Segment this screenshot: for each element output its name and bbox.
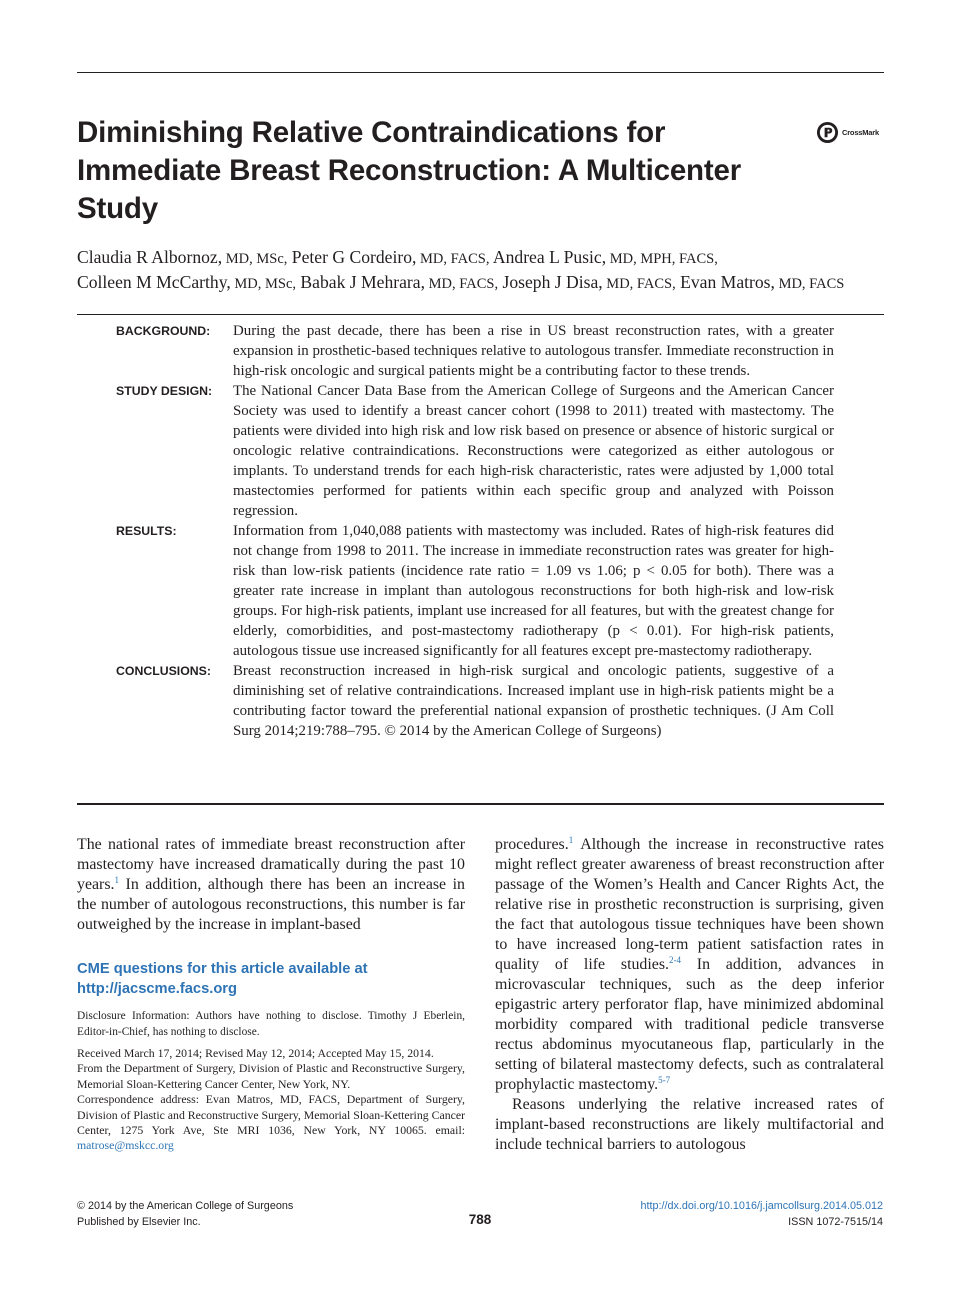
author-name: Claudia R Albornoz, (77, 247, 223, 267)
abstract-label: RESULTS: (116, 524, 177, 538)
top-rule (77, 72, 884, 73)
footer-right (641, 1199, 884, 1230)
author-name: Andrea L Pusic, (489, 247, 607, 267)
author-name: Evan Matros, (675, 272, 775, 292)
author-degrees: MD, MSc, (230, 276, 297, 292)
abstract-label: CONCLUSIONS: (116, 664, 211, 678)
author-degrees: MD, FACS, (602, 276, 676, 292)
publisher: Published by Elsevier Inc. (77, 1215, 201, 1228)
crossmark-badge[interactable] (816, 121, 879, 144)
author-degrees: MD, FACS, (425, 276, 499, 292)
reference-link[interactable]: 1 (568, 835, 574, 845)
body-text: In addition, advances in microvascular techniques, such as the deep inferior epigastric artery perforator flap, have minimized abdominal morbidity compared with traditional pedicle transverse rectus abdominus myocutaneous flap, particularly in the setting of bilateral mastectomy defects, such as contralateral prophylactic mastectomy. (495, 956, 884, 1093)
crossmark-label: CrossMark (842, 128, 879, 137)
abstract (116, 321, 834, 741)
abstract-text: The National Cancer Data Base from the American College of Surgeons and the American Cancer Society was used to identify a breast cancer cohort (1998 to 2011) treated with mastectomy. The patients were divided into high risk and low risk based on presence or absence of historic surgical or oncologic relative contraindications. Reconstructions were categorized as either autologous or implants. To understand trends for each high-risk characteristic, rates were adjusted by 1,000 total mastectomies performed for patients within each specific group and analyzed with Poisson regression. (233, 383, 834, 519)
correspondence (77, 1092, 465, 1154)
author-name: Joseph J Disa, (498, 272, 603, 292)
abstract-label: BACKGROUND: (116, 324, 211, 338)
cme-text: CME questions for this article available at (77, 961, 368, 977)
body-text: The national rates of immediate breast reconstruction after mastectomy have increased dramatically during the past 10 years. (77, 836, 465, 893)
abstract-top-rule (77, 314, 884, 315)
abstract-label: STUDY DESIGN: (116, 384, 213, 398)
cme-notice[interactable] (77, 959, 465, 999)
author-name: Peter G Cordeiro, (287, 247, 417, 267)
received-dates: Received March 17, 2014; Revised May 12, 2014; Accepted May 15, 2014. (77, 1046, 434, 1060)
body-paragraph: Reasons underlying the relative increased rates of implant-based reconstructions are likely multifactorial and include technical barriers to autologous (495, 1096, 884, 1153)
author-name: Babak J Mehrara, (296, 272, 426, 292)
reference-link[interactable]: 5-7 (658, 1075, 671, 1085)
author-line-2 (77, 271, 887, 296)
correspondence-text: Correspondence address: Evan Matros, MD, FACS, Department of Surgery, Division of Plastic and Reconstructive Surgery, Memorial Sloan-Kettering Cancer Center, 1275 York Ave, Ste MRI 1036, New York, NY 10065. email: (77, 1092, 465, 1138)
author-degrees: MD, FACS (774, 276, 845, 292)
reference-link[interactable]: 1 (114, 875, 119, 885)
disclosure-info: Disclosure Information: Authors have nothing to disclose. Timothy J Eberlein, Editor-in-Chief, has nothing to disclose. (77, 1010, 465, 1038)
body-paragraph (77, 835, 465, 935)
abstract-conclusions (116, 661, 834, 741)
author-line-1 (77, 246, 887, 271)
article-title: Diminishing Relative Contraindications for Immediate Breast Reconstruction: A Multicenter Study (77, 116, 741, 225)
abstract-text: Information from 1,040,088 patients with mastectomy was included. Rates of high-risk features did not change from 1998 to 2011. The increase in immediate reconstruction rates was greater for high-risk than low-risk patients (incidence rate ratio = 1.09 vs 1.06; p < 0.05 for both). There was a greater rate increase in implant than autologous reconstructions for both high-risk and low-risk groups. For high-risk patients, implant use increased for all features, but with the greatest change for elderly, comorbidities, and post-mastectomy radiotherapy (p < 0.01). For high-risk patients, autologous tissue use increased significantly for all features except pre-mastectomy radiotherapy. (233, 523, 834, 659)
author-name: Colleen M McCarthy, (77, 272, 231, 292)
author-list (77, 246, 887, 296)
body-text: In addition, although there has been an increase in the number of autologous reconstructions, this number is far outweighed by the increase in implant-based (77, 876, 465, 933)
email-link[interactable]: matrose@mskcc.org (77, 1138, 174, 1153)
crossmark-icon (816, 121, 839, 144)
author-degrees: MD, FACS, (416, 251, 490, 267)
body-paragraph (495, 835, 884, 1095)
abstract-bottom-rule (77, 803, 884, 805)
author-degrees: MD, MPH, FACS, (606, 251, 718, 267)
author-degrees: MD, MSc, (222, 251, 288, 267)
abstract-text: During the past decade, there has been a rise in US breast reconstruction rates, with a greater expansion in prosthetic-based techniques relative to autologous transfer. Immediate reconstruction in high-risk oncologic and surgical patients might be a contributing factor to these trends. (233, 323, 834, 379)
abstract-background (116, 321, 834, 381)
page-number: 788 (468, 1212, 492, 1227)
issn: ISSN 1072-7515/14 (788, 1215, 883, 1228)
affiliation: From the Department of Surgery, Division of Plastic and Reconstructive Surgery, Memorial Sloan-Kettering Cancer Center, New York, NY. (77, 1061, 465, 1091)
body-text: procedures. (495, 836, 569, 853)
cme-link[interactable]: http://jacscme.facs.org (77, 981, 237, 997)
article-history (77, 1046, 465, 1154)
abstract-results (116, 521, 834, 661)
abstract-study-design (116, 381, 834, 521)
abstract-text: Breast reconstruction increased in high-risk surgical and oncologic patients, suggestive of a diminishing set of relative contraindications. Increased implant use in high-risk patients might be a contributing factor toward the preferential national expansion of prosthetic techniques. (J Am Coll Surg 2014;219:788–795. © 2014 by the American College of Surgeons) (233, 663, 834, 739)
body-right-column (495, 835, 884, 1155)
doi-link[interactable]: http://dx.doi.org/10.1016/j.jamcollsurg.2014.05.012 (640, 1200, 883, 1212)
body-left-column (77, 835, 465, 935)
body-text: Although the increase in reconstructive rates might reflect greater awareness of breast reconstruction after passage of the Women’s Health and Cancer Rights Act, the relative rise in prosthetic reconstruction is surprising, given the fact that autologous tissue techniques have been shown to have increased long-term patient satisfaction rates in quality of life studies. (495, 836, 884, 973)
copyright: © 2014 by the American College of Surgeons (77, 1200, 294, 1212)
reference-link[interactable]: 2-4 (669, 955, 681, 965)
